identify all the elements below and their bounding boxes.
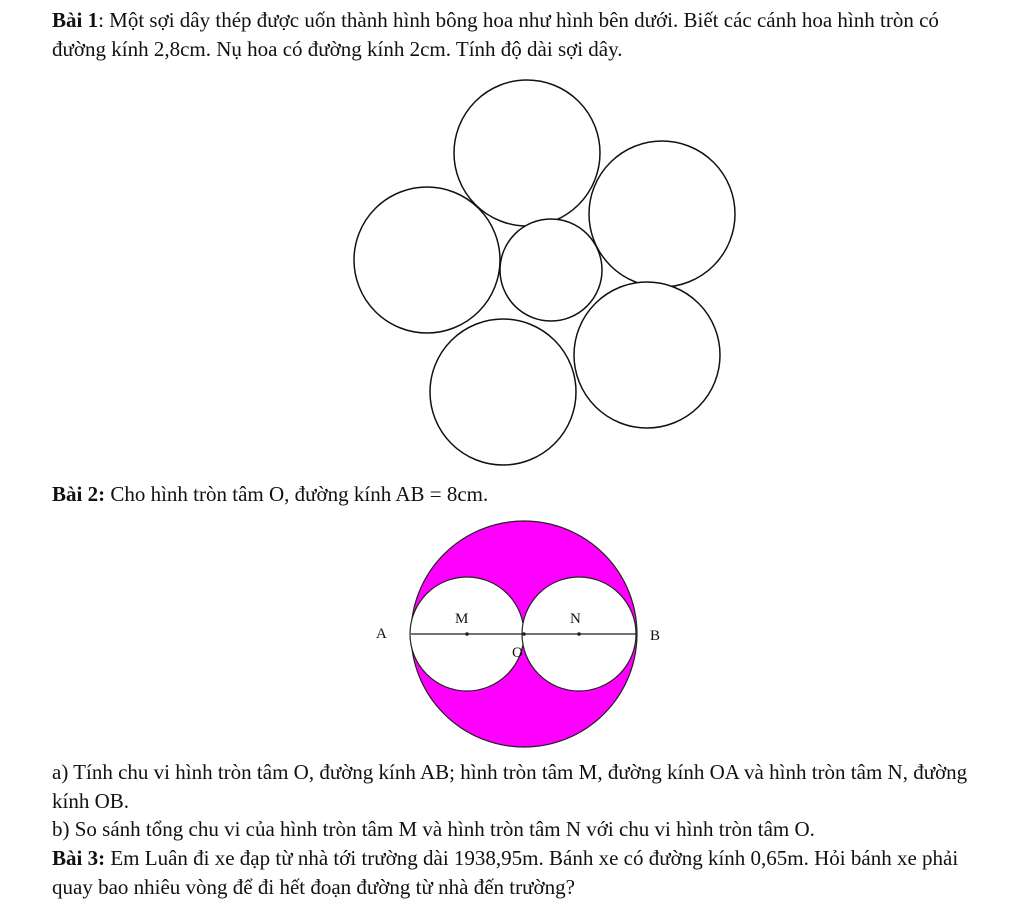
exercise-2-text: Cho hình tròn tâm O, đường kính AB = 8cm. [105, 482, 489, 506]
label-b: B [650, 628, 661, 644]
label-a: A [376, 626, 387, 642]
point-m-dot [465, 632, 469, 636]
label-m: M [455, 611, 469, 627]
exercise-2-part-a: a) Tính chu vi hình tròn tâm O, đường kính AB; hình tròn tâm M, đường kính OA và hình tròn tâm N, đường kính OB. [52, 760, 968, 813]
point-n-dot [577, 632, 581, 636]
exercise-3-label: Bài 3: [52, 846, 106, 870]
circle-o-figure [376, 521, 660, 747]
flower-petal-bottom [430, 319, 576, 465]
flower-petal-lower-right [574, 282, 720, 428]
exercise-3-text: Em Luân đi xe đạp từ nhà tới trường dài 1938,95m. Bánh xe có đường kính 0,65m. Hỏi bánh xe phải quay bao nhiêu vòng để đi hết đoạn đường từ nhà đến trường? [52, 846, 959, 899]
exercise-1-text: : Một sợi dây thép được uốn thành hình bông hoa như hình bên dưới. Biết các cánh hoa hình tròn có đường kính 2,8cm. Nụ hoa có đường kính 2cm. Tính độ dài sợi dây. [52, 8, 939, 61]
point-o-dot [522, 632, 526, 636]
flower-petal-left [354, 187, 500, 333]
flower-petal-upper-right [589, 141, 735, 287]
exercise-2-part-b: b) So sánh tổng chu vi của hình tròn tâm M và hình tròn tâm N với chu vi hình tròn tâm O. [52, 817, 815, 841]
flower-petal-top [454, 80, 600, 226]
exercise-3 [52, 844, 1002, 902]
exercise-2-label: Bài 2: [52, 482, 106, 506]
label-n: N [570, 611, 581, 627]
label-o: O [512, 645, 523, 661]
exercise-1-label: Bài 1 [52, 8, 99, 32]
flower-figure [354, 80, 735, 465]
flower-bud [500, 219, 602, 321]
exercise-2 [52, 480, 1012, 509]
